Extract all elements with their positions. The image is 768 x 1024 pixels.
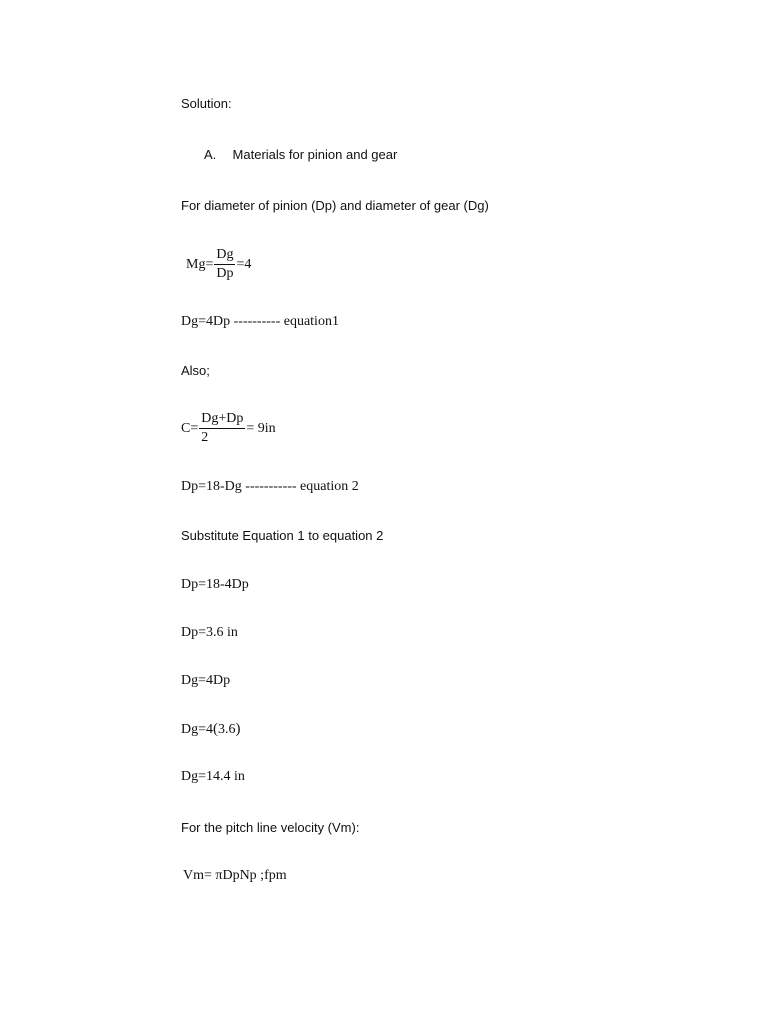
mg-denominator: Dp (216, 265, 234, 281)
c-lhs: C= (181, 420, 199, 436)
c-equation (181, 412, 276, 445)
mg-lhs: Mg= (186, 256, 214, 272)
mg-fraction (214, 248, 235, 281)
step4-close-paren: ) (235, 721, 241, 737)
c-rhs: = 9in (246, 420, 276, 436)
step-dp-18-4dp: Dp=18-4Dp (181, 577, 249, 592)
mg-rhs: =4 (236, 256, 252, 272)
step4-value: 3.6 (218, 722, 236, 737)
step4-lhs: Dg=4 (181, 722, 214, 737)
step-dg-value: Dg=14.4 in (181, 769, 245, 784)
step4-open-paren: ( (213, 721, 219, 737)
step-dg-substituted (181, 722, 241, 737)
diameters-intro: For diameter of pinion (Dp) and diameter of gear (Dg) (181, 198, 489, 213)
c-fraction (199, 412, 245, 445)
substitute-heading: Substitute Equation 1 to equation 2 (181, 528, 384, 543)
section-a-heading (204, 148, 397, 161)
solution-heading: Solution: (181, 96, 232, 111)
section-a-text: Materials for pinion and gear (232, 147, 398, 162)
mg-numerator: Dg (214, 248, 235, 265)
mg-equation (186, 248, 251, 281)
c-numerator: Dg+Dp (199, 412, 245, 429)
equation-2: Dp=18-Dg ----------- equation 2 (181, 479, 359, 494)
equation-1: Dg=4Dp ---------- equation1 (181, 314, 339, 329)
vm-equation: Vm= πDpNp ;fpm (183, 868, 287, 883)
pitch-velocity-heading: For the pitch line velocity (Vm): (181, 820, 360, 835)
c-denominator: 2 (201, 429, 209, 445)
step-dp-value: Dp=3.6 in (181, 625, 238, 640)
also-label: Also; (181, 363, 210, 378)
step-dg-4dp: Dg=4Dp (181, 673, 231, 688)
section-a-marker: A. (204, 147, 217, 162)
